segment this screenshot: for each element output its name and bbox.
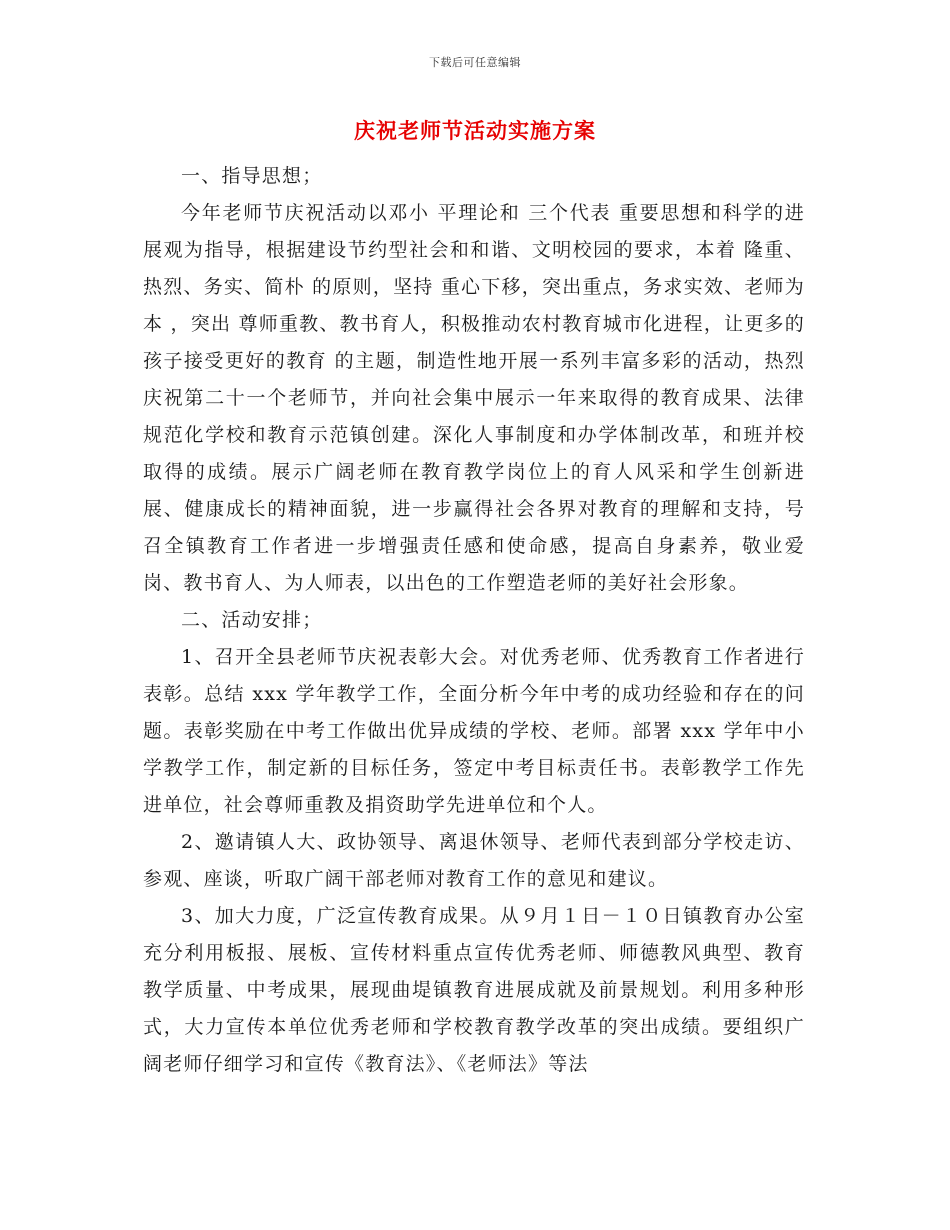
section-heading-guiding-ideology: 一、指导思想；: [181, 165, 323, 187]
paragraph-guiding-ideology: 今年老师节庆祝活动以邓小 平理论和 三个代表 重要思想和科学的进展观为指导，根据建设节约型社会和和谐、文明校园的要求，本着 隆重、热烈、务实、简朴 的原则，坚持 重心下移，突出重点，务求实效、老师为本 ，突出 尊师重教、教书育人，积极推动农村教育城市化进程，让更多的孩子接受更好的教育 的主题，制造性地开展一系列丰富多彩的活动，热烈庆祝第二十一个老师节，并向社会集中展示一年来取得的教育成果、法律规范化学校和教育示范镇创建。深化人事制度和办学体制改革，和班并校取得的成绩。展示广阔老师在教育教学岗位上的育人风采和学生创新进展、健康成长的精神面貌，进一步赢得社会各界对教育的理解和支持，号召全镇教育工作者进一步增强责任感和使命感，提高自身素养，敬业爱岗、教书育人、为人师表，以出色的工作塑造老师的美好社会形象。: [143, 202, 805, 594]
paragraph-item-1: 1、召开全县老师节庆祝表彰大会。对优秀老师、优秀教育工作者进行表彰。总结 xxx 学年教学工作，全面分析今年中考的成功经验和存在的问题。表彰奖励在中考工作做出优异成绩的学校、老师。部署 xxx 学年中小学教学工作，制定新的目标任务，签定中考目标责任书。表彰教学工作先进单位，社会尊师重教及捐资助学先进单位和个人。: [143, 646, 805, 816]
document-body: [143, 158, 805, 1083]
paragraph-item-2: 2、邀请镇人大、政协领导、离退休领导、老师代表到部分学校走访、参观、座谈，听取广阔干部老师对教育工作的意见和建议。: [143, 831, 805, 890]
document-title: 庆祝老师节活动实施方案: [354, 118, 596, 143]
header-note: 下载后可任意编辑: [429, 56, 521, 69]
paragraph-item-3: 3、加大力度，广泛宣传教育成果。从９月１日－１０日镇教育办公室充分利用板报、展板、宣传材料重点宣传优秀老师、师德教风典型、教育教学质量、中考成果，展现曲堤镇教育进展成就及前景规划。利用多种形式，大力宣传本单位优秀老师和学校教育教学改革的突出成绩。要组织广阔老师仔细学习和宣传《教育法》、《老师法》等法: [143, 905, 805, 1075]
section-heading-activity-arrangement: 二、活动安排；: [181, 609, 323, 631]
